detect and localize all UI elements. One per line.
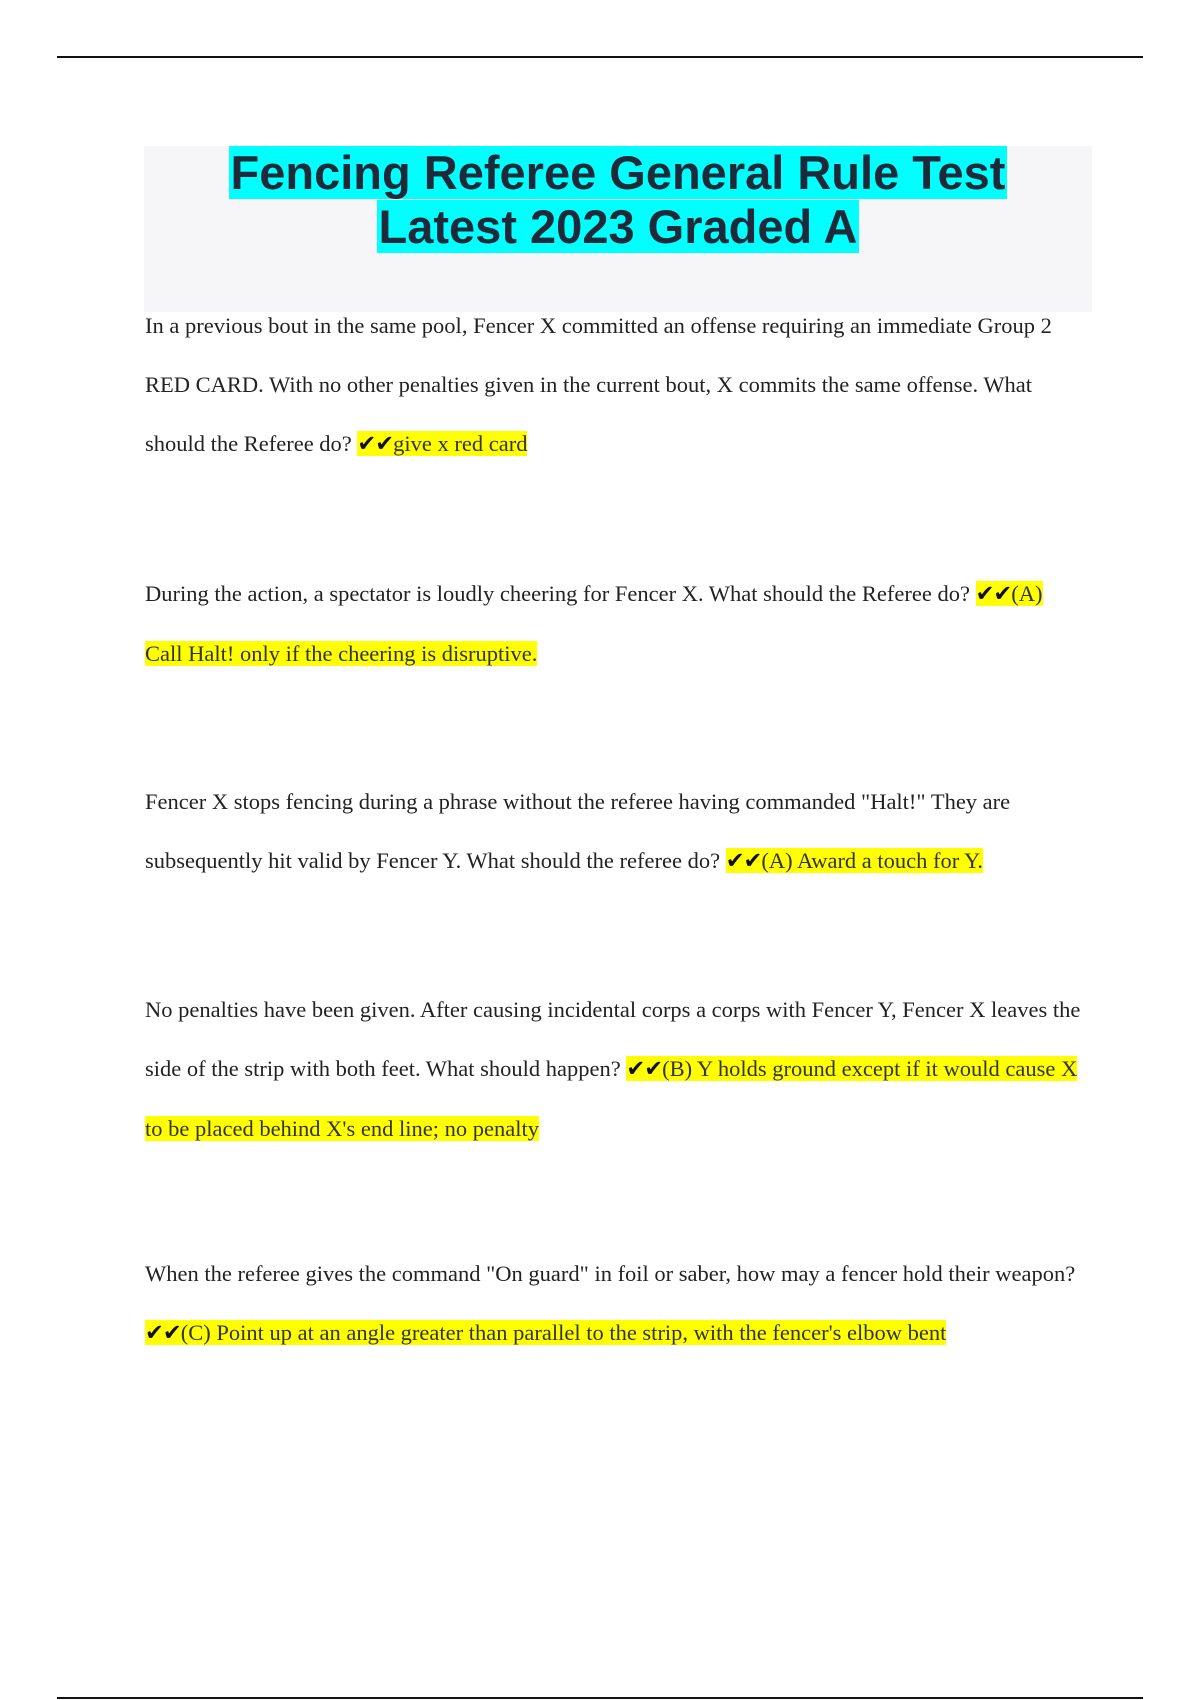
question-text: When the referee gives the command "On guard" in foil or saber, how may a fencer hold their weapon? [145,1261,1076,1286]
title-line-1: Fencing Referee General Rule Test [230,146,1006,199]
document-title [144,146,1092,254]
double-check-icon: ✔✔ [357,431,394,457]
question-block-3 [145,772,1085,891]
answer-highlight [357,431,527,456]
answer-highlight [726,848,983,873]
question-text: In a previous bout in the same pool, Fencer X committed an offense requiring an immediate Group 2 RED CARD. With no other penalties given in the current bout, X commits the same offense. What should the Referee do? [145,313,1052,456]
question-block-2 [145,564,1085,683]
answer-highlight [145,1320,946,1345]
double-check-icon: ✔✔ [145,1320,181,1346]
double-check-icon: ✔✔ [975,581,1012,607]
title-panel [144,146,1092,312]
top-divider [57,56,1143,58]
answer-text: (C) Point up at an angle greater than parallel to the strip, with the fencer's elbow bent [180,1320,947,1345]
question-block-5 [145,1244,1085,1363]
question-block-1 [145,296,1085,474]
double-check-icon: ✔✔ [725,848,762,874]
question-text: Fencer X stops fencing during a phrase without the referee having commanded "Halt!" They are subsequently hit valid by Fencer Y. What should the referee do? [145,789,1011,873]
answer-text: give x red card [393,431,528,456]
question-text: No penalties have been given. After causing incidental corps a corps with Fencer Y, Fencer X leaves the side of the strip with both feet. What should happen? [145,997,1081,1081]
title-line-2: Latest 2023 Graded A [378,200,858,253]
answer-text: (A) Call Halt! only if the cheering is disruptive. [145,581,1043,666]
double-check-icon: ✔✔ [626,1056,663,1082]
answer-text: (A) Award a touch for Y. [761,848,984,873]
bottom-divider [57,1697,1143,1699]
question-block-4 [145,980,1085,1158]
question-text: During the action, a spectator is loudly cheering for Fencer X. What should the Referee do? [145,581,970,606]
answer-text: (B) Y holds ground except if it would cause X to be placed behind X's end line; no penalty [145,1056,1078,1141]
